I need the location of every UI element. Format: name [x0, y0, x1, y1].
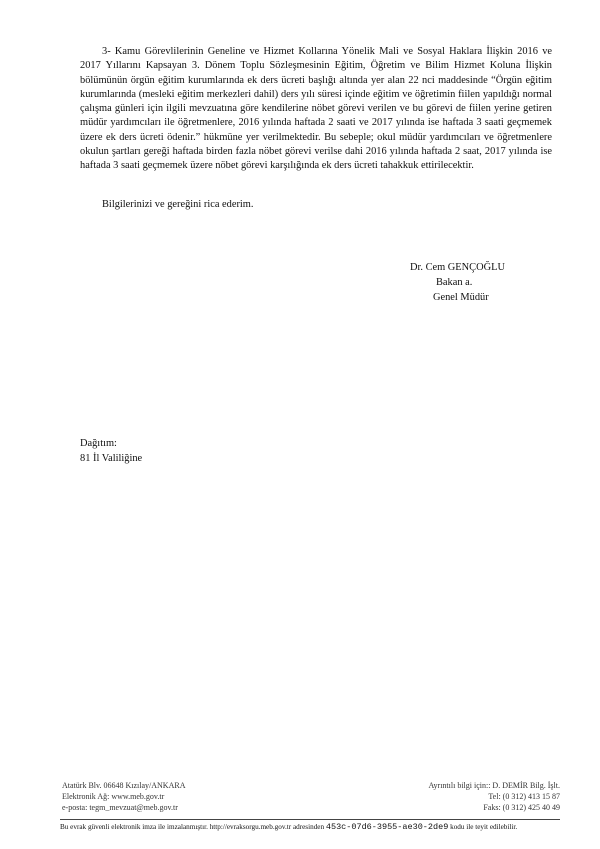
footer-address: Atatürk Blv. 06648 Kızılay/ANKARA: [62, 781, 186, 790]
esign-prefix: Bu evrak güvenli elektronik imza ile imzalanmıştır. http://evraksorgu.meb.gov.tr adresinden: [60, 823, 325, 831]
signatory-name: Dr. Cem GENÇOĞLU: [410, 262, 505, 273]
footer-web: Elektronik Ağ: www.meb.gov.tr: [62, 792, 165, 801]
footer-tel: Tel: (0 312) 413 15 87: [488, 792, 560, 801]
signatory-title-2: Genel Müdür: [433, 292, 489, 303]
esign-suffix: kodu ile teyit edilebilir.: [450, 823, 518, 831]
footer-contact-block: [429, 780, 561, 813]
footer-contact-person: Ayrıntılı bilgi için:: D. DEMİR Bilg. İşlt.: [428, 781, 560, 790]
footer-address-block: [62, 780, 185, 813]
distribution-label: Dağıtım:: [80, 438, 117, 449]
letter-body: [80, 45, 552, 174]
distribution-recipient: 81 İl Valiliğine: [80, 453, 143, 464]
signature-block: [410, 260, 560, 305]
distribution-block: [80, 436, 142, 466]
e-signature-notice: [60, 819, 560, 833]
footer-fax: Faks: (0 312) 425 40 49: [483, 803, 560, 812]
closing-line: Bilgilerinizi ve gereğini rica ederim.: [102, 199, 254, 210]
signatory-title-1: Bakan a.: [436, 277, 473, 288]
footer-email: e-posta: tegm_mevzuat@meb.gov.tr: [62, 803, 178, 812]
body-paragraph: 3- Kamu Görevlilerinin Geneline ve Hizmet Kollarına Yönelik Mali ve Sosyal Haklara İlişkin 2016 ve 2017 Yıllarını Kapsayan 3. Dönem Toplu Sözleşmesinin Eğitim, Öğretim ve Bilim Hizmet Koluna İlişkin bölümünün örgün eğitim kurumlarında ek ders ücreti başlığı altında yer alan 22 nci maddesinde “Örgün eğitim kurumlarında (mesleki eğitim merkezleri dahil) ders yılı süresi içinde eğitim ve öğretimin fiilen yapıldığı normal çalışma günleri için ilgili mevzuatına göre kendilerine nöbet görevi verilen ve bu görevi de fiilen yerine getiren müdür yardımcıları ile öğretmenlere, 2016 yılında haftada 2 saati ve 2017 yılında ise haftada 3 saati geçmemek üzere ek ders ücreti ödenir.” hükmüne yer verilmektedir. Bu sebeple; okul müdür yardımcıları ve öğretmenlere okulun şartları gereği haftada birden fazla nöbet görevi verilse dahi 2016 yılında haftada 2 saat, 2017 yılında ise haftada 3 saati geçmemek üzere nöbet görevi karşılığında ek ders ücreti tahakkuk ettirilecektir.: [80, 46, 552, 172]
esign-verification-code: 453c-07d6-3955-ae30-2de9: [325, 822, 449, 832]
